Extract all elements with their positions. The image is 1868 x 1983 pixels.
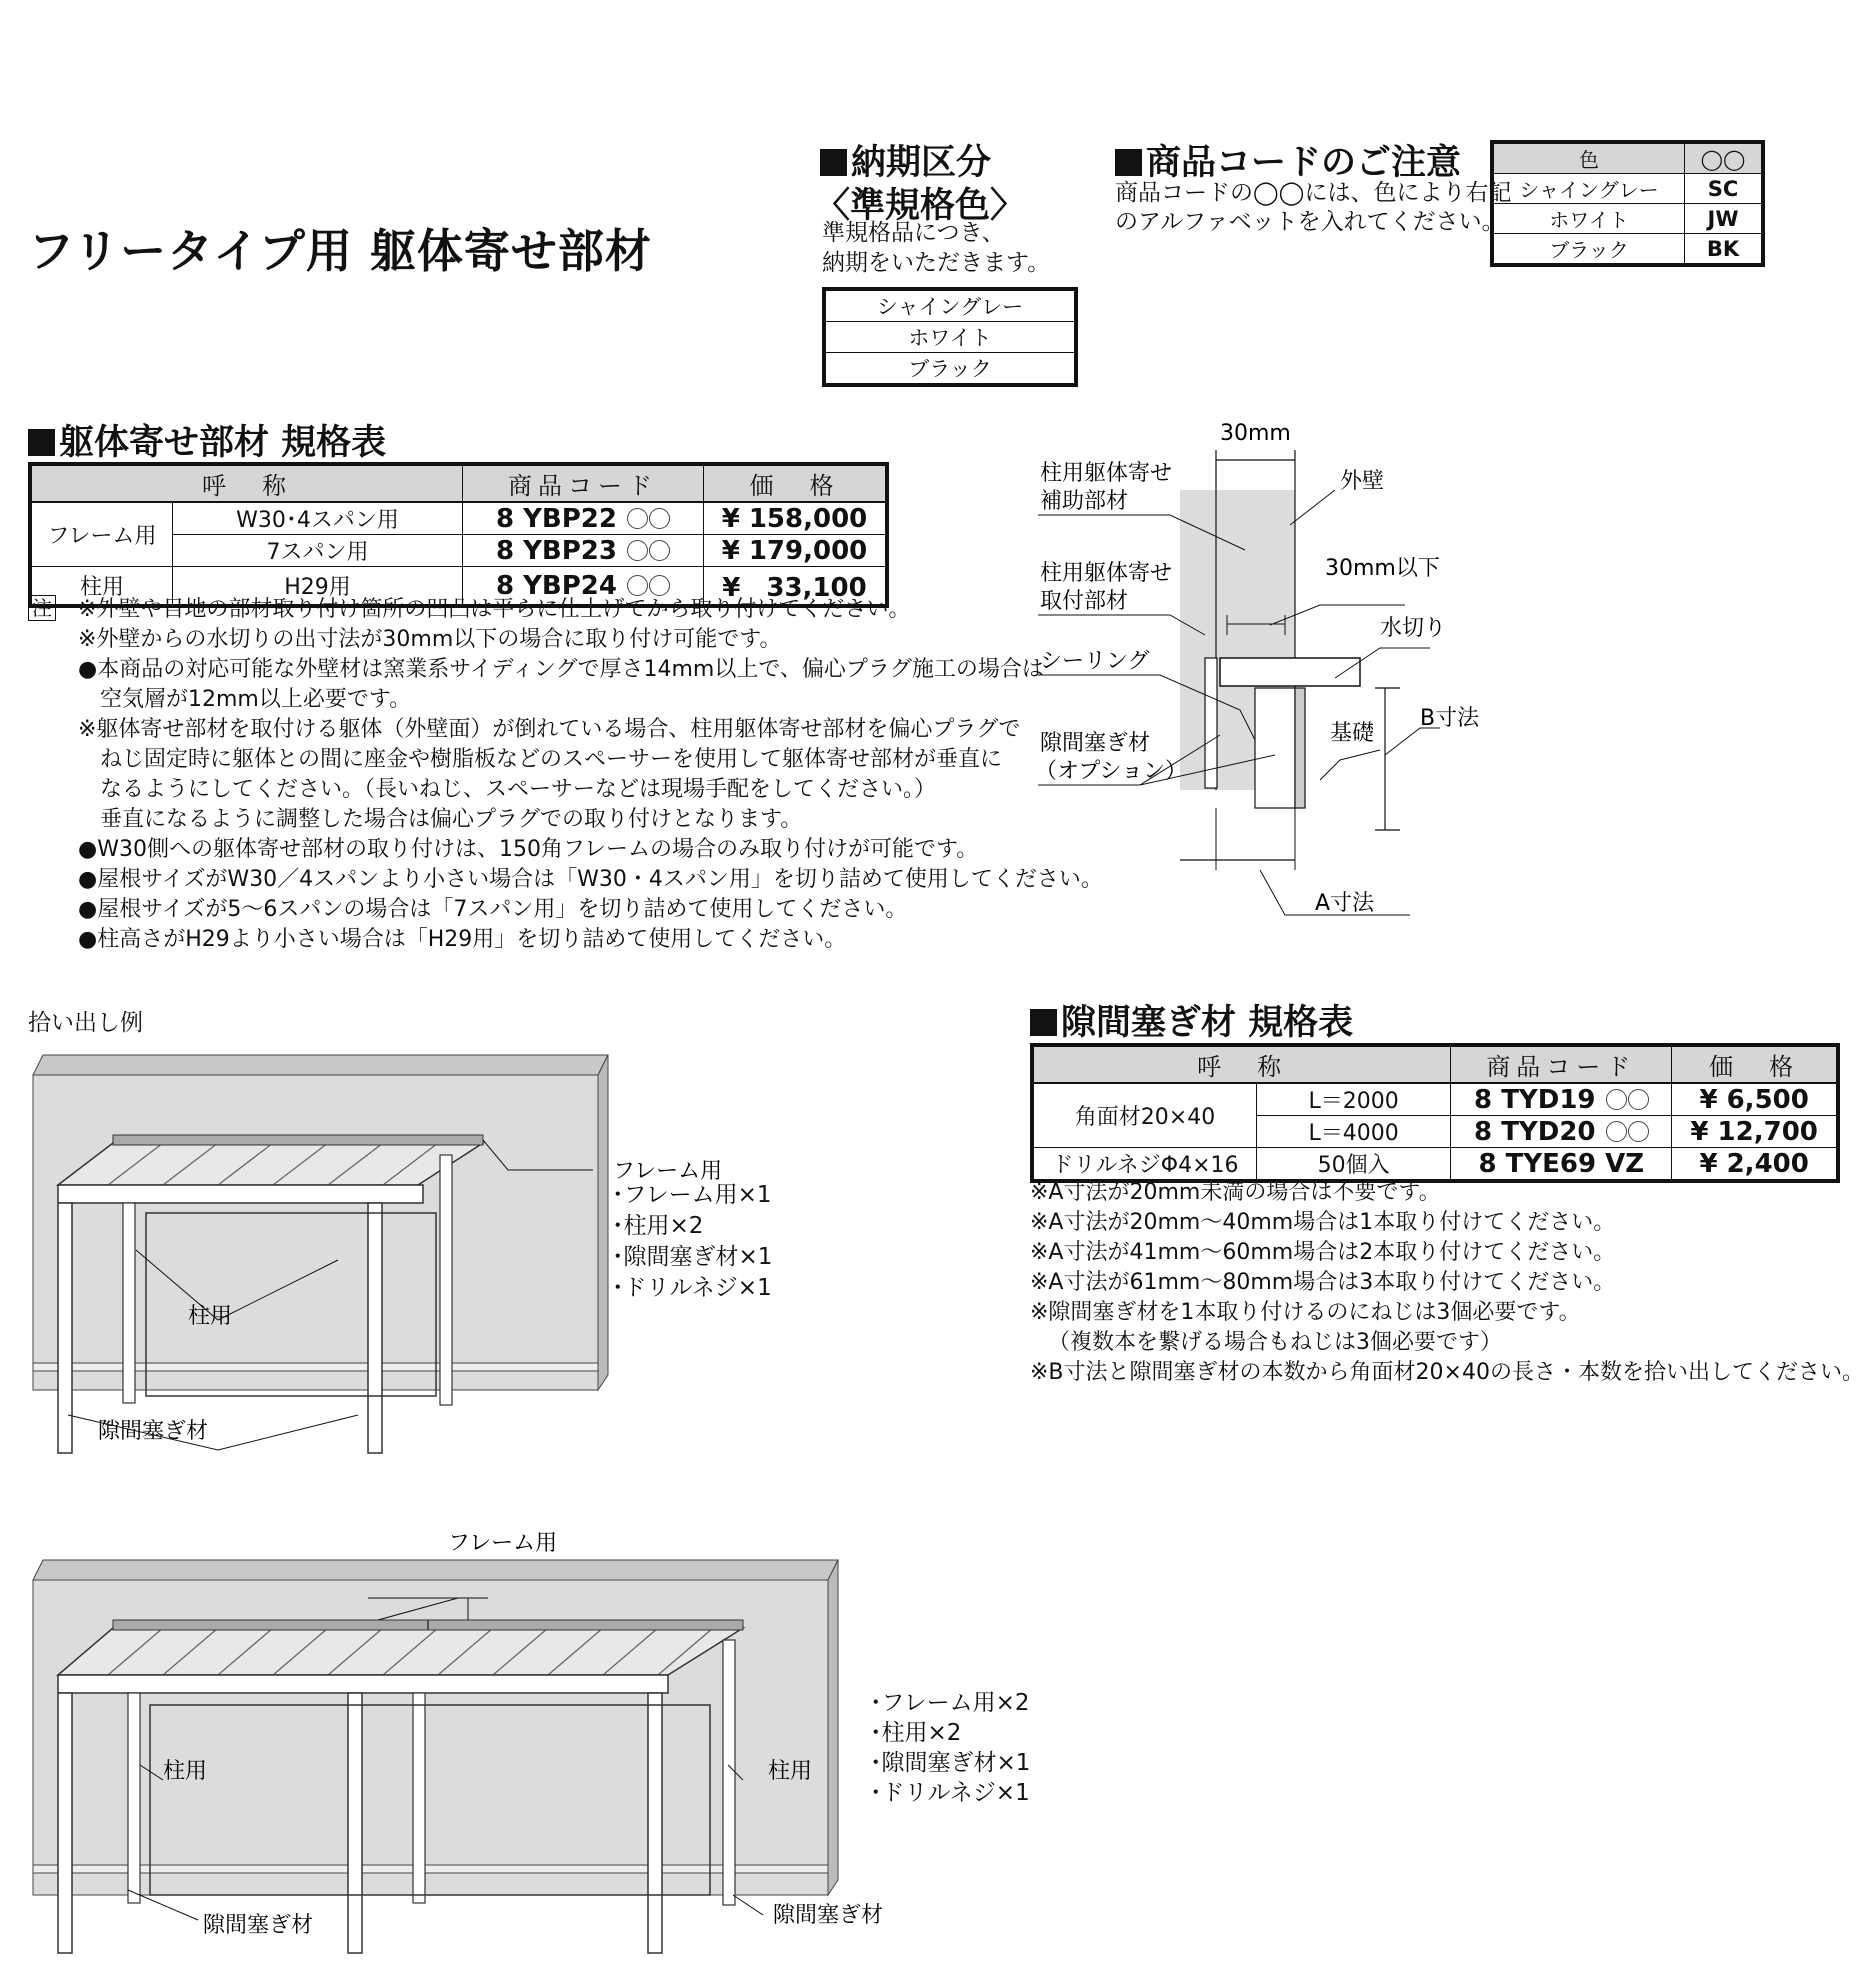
circle-placeholder-icon [1628, 1089, 1649, 1110]
color-name: ホワイト [1492, 204, 1685, 234]
delivery-color: ホワイト [824, 322, 1076, 353]
fig1-list-item: ･ドリルネジ×1 [612, 1275, 772, 1301]
spec1-sub: H29用 [173, 567, 463, 607]
delivery-color: シャイングレー [824, 289, 1076, 322]
delivery-text-2: 納期をいただきます。 [822, 250, 1051, 276]
note-line: ※外壁や目地の部材取り付け箇所の凹凸は平らに仕上げてから取り付けてください。 [78, 597, 911, 622]
note-line: なるようにしてください。（長いねじ、スペーサーなどは現場手配をしてください。） [100, 777, 937, 802]
spec2-group: ドリルネジΦ4×16 [1032, 1148, 1257, 1182]
spec1-header-price: 価 格 [703, 464, 887, 502]
spec1-price: ¥ 33,100 [703, 567, 887, 607]
note-line: ※B寸法と隙間塞ぎ材の本数から角面材20×40の長さ・本数を拾い出してください。 [1030, 1360, 1864, 1385]
color-name: シャイングレー [1492, 174, 1685, 204]
delivery-color: ブラック [908, 357, 992, 381]
note-line: ※A寸法が20mm未満の場合は不要です。 [1030, 1180, 1441, 1205]
note-line: ※A寸法が41mm〜60mm場合は2本取り付けてください。 [1030, 1240, 1616, 1265]
spec2-header-code: 商品コード [1451, 1045, 1672, 1083]
spec2-price: ¥ 2,400 [1672, 1148, 1838, 1182]
note-line: 垂直になるように調整した場合は偏心プラグでの取り付けとなります。 [100, 807, 803, 832]
label-foundation: 基礎 [1330, 721, 1375, 746]
note-line: ●W30側への躯体寄せ部材の取り付けは、150角フレームの場合のみ取り付けが可能です。 [78, 837, 979, 862]
delivery-text-1: 準規格品につき、 [822, 220, 1005, 246]
dim-30mm: 30mm [1220, 421, 1291, 446]
spec1-price: ¥ 179,000 [703, 535, 887, 567]
spec1-price: ¥ 158,000 [703, 502, 887, 535]
spec2-code: 8 TYD20 [1451, 1116, 1672, 1148]
spec2-sub: L＝2000 [1257, 1083, 1451, 1116]
fig2-label-post-right: 柱用 [768, 1759, 813, 1784]
note-line: ●屋根サイズがW30／4スパンより小さい場合は「W30・4スパン用」を切り詰めて使用してください。 [78, 867, 1103, 892]
note-line: ※A寸法が20mm〜40mm場合は1本取り付けてください。 [1030, 1210, 1616, 1235]
circle-placeholder-icon [627, 575, 648, 596]
note-line: ねじ固定時に躯体との間に座金や樹脂板などのスペーサーを使用して躯体寄せ部材が垂直に [100, 747, 1003, 772]
code-note-text-1: 商品コードの◯◯には、色により右記 [1115, 180, 1512, 206]
circle-placeholder-icon [649, 540, 670, 561]
note-line: ●本商品の対応可能な外壁材は窯業系サイディングで厚さ14mm以上で、偏心プラグ施工の場合は [78, 657, 1044, 682]
color-code: BK [1685, 234, 1764, 266]
circle-placeholder-icon [1606, 1121, 1627, 1142]
note-line: ※外壁からの水切りの出寸法が30mm以下の場合に取り付け可能です。 [78, 627, 782, 652]
spec1-sub: 7スパン用 [173, 535, 463, 567]
example-heading: 拾い出し例 [28, 1010, 143, 1036]
spec1-code: 8 YBP22 [462, 502, 703, 535]
fig2-list-item: ･隙間塞ぎ材×1 [870, 1750, 1031, 1776]
color-header: 色 [1492, 142, 1685, 174]
spec1-code: 8 YBP24 [462, 567, 703, 607]
note-label: 注 [28, 595, 56, 621]
fig2-label-gap-left: 隙間塞ぎ材 [203, 1913, 314, 1938]
spec1-header-code: 商品コード [462, 464, 703, 502]
dim-30mm-below: 30mm以下 [1325, 556, 1440, 581]
color-code: SC [1685, 174, 1764, 204]
circle-placeholder-icon [1628, 1121, 1649, 1142]
fig2-list-item: ･柱用×2 [870, 1720, 962, 1746]
label-aux-2: 補助部材 [1040, 489, 1129, 514]
fig1-label-gap: 隙間塞ぎ材 [98, 1419, 209, 1444]
color-name: ブラック [1492, 234, 1685, 266]
note-line: （複数本を繋げる場合もねじは3個必要です） [1048, 1330, 1502, 1355]
spec1-heading: 躯体寄せ部材 規格表 [28, 415, 386, 465]
spec2-price: ¥ 6,500 [1672, 1083, 1838, 1116]
note-line: ●屋根サイズが5〜6スパンの場合は「7スパン用」を切り詰めて使用してください。 [78, 897, 908, 922]
fig2-label-post-left: 柱用 [163, 1759, 208, 1784]
label-gap-2: （オプション） [1035, 759, 1188, 784]
circle-placeholder-icon [1606, 1089, 1627, 1110]
spec2-sub: 50個入 [1257, 1148, 1451, 1182]
spec2-header-name: 呼 称 [1032, 1045, 1451, 1083]
spec2-group: 角面材20×40 [1032, 1083, 1257, 1148]
fig1-list-item: ･フレーム用×1 [612, 1182, 772, 1208]
square-bullet-icon [1030, 1009, 1057, 1036]
square-bullet-icon [1115, 149, 1142, 176]
spec1-group: フレーム用 [30, 502, 173, 567]
spec2-table [1030, 1043, 1840, 1183]
table-row [30, 502, 887, 535]
note-line: ●柱高さがH29より小さい場合は「H29用」を切り詰めて使用してください。 [78, 927, 847, 952]
example-figure-2 [28, 1520, 884, 1960]
label-mount-1: 柱用躯体寄せ [1040, 561, 1173, 586]
circle-placeholder-icon [649, 508, 670, 529]
delivery-heading: 納期区分 [820, 135, 991, 185]
spec1-table [28, 462, 889, 608]
note-line: 空気層が12mm以上必要です。 [100, 687, 412, 712]
fig1-list-item: ･柱用×2 [612, 1213, 704, 1239]
code-note-text-2: のアルファベットを入れてください。 [1115, 209, 1505, 235]
spec1-group: 柱用 [30, 567, 173, 607]
delivery-color-table [822, 287, 1078, 387]
spec2-code: 8 TYE69 VZ [1451, 1148, 1672, 1182]
note-line: ※隙間塞ぎ材を1本取り付けるのにねじは3個必要です。 [1030, 1300, 1581, 1325]
fig1-list-item: ･隙間塞ぎ材×1 [612, 1244, 773, 1270]
page-title: フリータイプ用 躯体寄せ部材 [28, 224, 652, 278]
label-aux-1: 柱用躯体寄せ [1040, 461, 1173, 486]
circle-placeholder-icon [627, 508, 648, 529]
note-line: ※躯体寄せ部材を取付ける躯体（外壁面）が倒れている場合、柱用躯体寄せ部材を偏心プラグで [78, 717, 1021, 742]
delivery-subheading: 〈準規格色〉 [815, 186, 1026, 226]
color-code-table [1490, 140, 1765, 267]
code-note-heading: 商品コードのご注意 [1115, 135, 1461, 185]
fig2-list-item: ･フレーム用×2 [870, 1690, 1030, 1716]
fig2-label-frame: フレーム用 [448, 1531, 558, 1556]
circle-placeholder-icon [627, 540, 648, 561]
spec2-header-price: 価 格 [1672, 1045, 1838, 1083]
square-bullet-icon [820, 149, 847, 176]
label-outer-wall: 外壁 [1340, 469, 1385, 494]
square-bullet-icon [28, 429, 55, 456]
table-row [1032, 1083, 1838, 1116]
fig2-label-gap-right: 隙間塞ぎ材 [773, 1903, 884, 1928]
section-diagram [1030, 410, 1510, 930]
color-code: JW [1685, 204, 1764, 234]
label-mount-2: 取付部材 [1040, 589, 1129, 614]
spec2-heading: 隙間塞ぎ材 規格表 [1030, 995, 1353, 1045]
circle-placeholder-icon [649, 575, 670, 596]
fig2-list-item: ･ドリルネジ×1 [870, 1780, 1030, 1806]
label-drip: 水切り [1380, 616, 1447, 641]
spec1-header-name: 呼 称 [30, 464, 462, 502]
fig1-label-post: 柱用 [188, 1304, 233, 1329]
code-header: ◯◯ [1685, 142, 1764, 174]
fig1-label-frame: フレーム用 [613, 1159, 723, 1184]
label-b-dim: B寸法 [1420, 706, 1480, 731]
table-row [1032, 1148, 1838, 1182]
note-line: ※A寸法が61mm〜80mm場合は3本取り付けてください。 [1030, 1270, 1616, 1295]
spec1-code: 8 YBP23 [462, 535, 703, 567]
label-sealing: シーリング [1040, 649, 1150, 674]
spec1-sub: W30･4スパン用 [173, 502, 463, 535]
spec2-code: 8 TYD19 [1451, 1083, 1672, 1116]
label-gap-1: 隙間塞ぎ材 [1040, 731, 1151, 756]
label-a-dim: A寸法 [1315, 891, 1375, 916]
spec2-sub: L＝4000 [1257, 1116, 1451, 1148]
spec2-price: ¥ 12,700 [1672, 1116, 1838, 1148]
